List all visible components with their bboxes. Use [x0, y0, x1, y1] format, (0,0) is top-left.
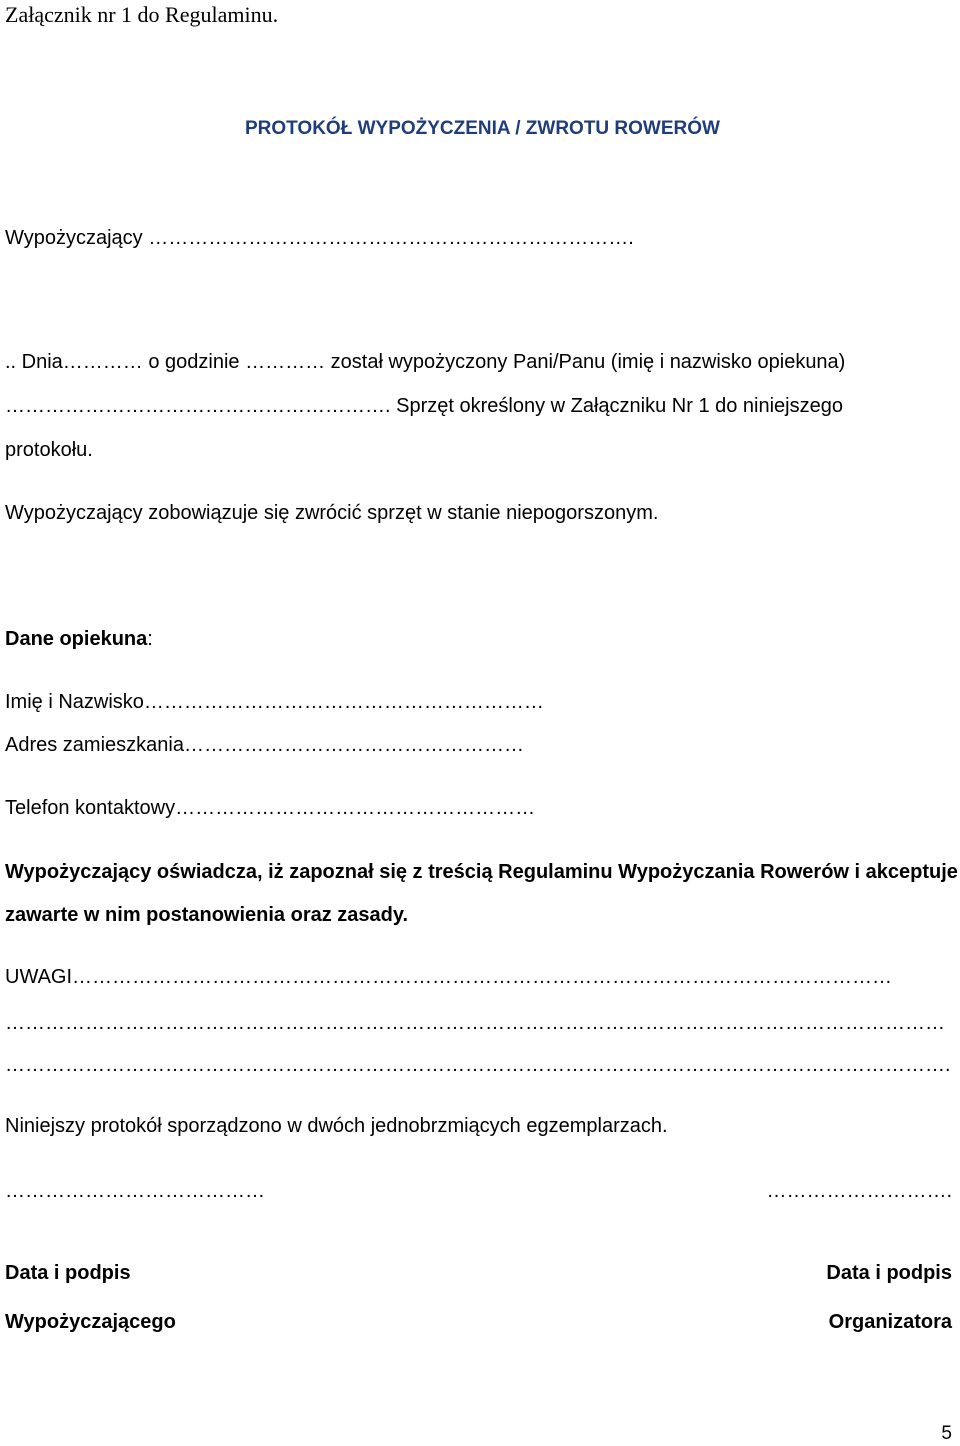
- page-number: 5: [941, 1423, 952, 1444]
- guardian-phone-line: Telefon kontaktowy………………………………………………: [5, 797, 536, 819]
- declaration-line-1: Wypożyczający oświadcza, iż zapoznał się z treścią Regulaminu Wypożyczania Rowerów i akceptuje: [5, 861, 958, 883]
- annex-label: Załącznik nr 1 do Regulaminu.: [5, 2, 279, 27]
- declaration-line-2: zawarte w nim postanowienia oraz zasady.: [5, 904, 409, 926]
- copies-note: Niniejszy protokół sporządzono w dwóch jednobrzmiących egzemplarzach.: [5, 1115, 668, 1137]
- signature-left-dots: …………………………………: [5, 1180, 265, 1202]
- equipment-line: …………………………………………………. Sprzęt określony w Załączniku Nr 1 do niniejszego: [5, 395, 843, 417]
- borrower-line: Wypożyczający ……………………………………………………………….: [5, 227, 634, 249]
- guardian-heading-text: Dane opiekuna: [5, 628, 148, 650]
- signature-left-label-1: Data i podpis: [5, 1262, 131, 1284]
- signature-right-label-1: Data i podpis: [826, 1262, 952, 1284]
- remarks-line-3: …………………………………………………………………………………………………………………………….: [5, 1054, 951, 1076]
- signature-left-label-2: Wypożyczającego: [5, 1311, 176, 1333]
- obligation-text: Wypożyczający zobowiązuje się zwrócić sprzęt w stanie niepogorszonym.: [5, 502, 659, 524]
- document-title: PROTOKÓŁ WYPOŻYCZENIA / ZWROTU ROWERÓW: [245, 118, 720, 139]
- equipment-line-continuation: protokołu.: [5, 439, 93, 461]
- remarks-label-line: UWAGI……………………………………………………………………………………………………………: [5, 966, 893, 988]
- signature-right-label-2: Organizatora: [828, 1311, 952, 1333]
- remarks-line-2: ……………………………………………………………………………………………………………………………: [5, 1012, 945, 1034]
- signature-right-dots: ……………………….: [766, 1180, 952, 1202]
- guardian-heading: [5, 629, 153, 649]
- date-line: .. Dnia………… o godzinie ………… został wypożyczony Pani/Panu (imię i nazwisko opiekuna): [5, 351, 846, 373]
- guardian-address-line: Adres zamieszkania……………………………………………: [5, 734, 524, 756]
- guardian-heading-colon: :: [147, 628, 153, 650]
- guardian-name-line: Imię i Nazwisko……………………………………………………: [5, 691, 544, 713]
